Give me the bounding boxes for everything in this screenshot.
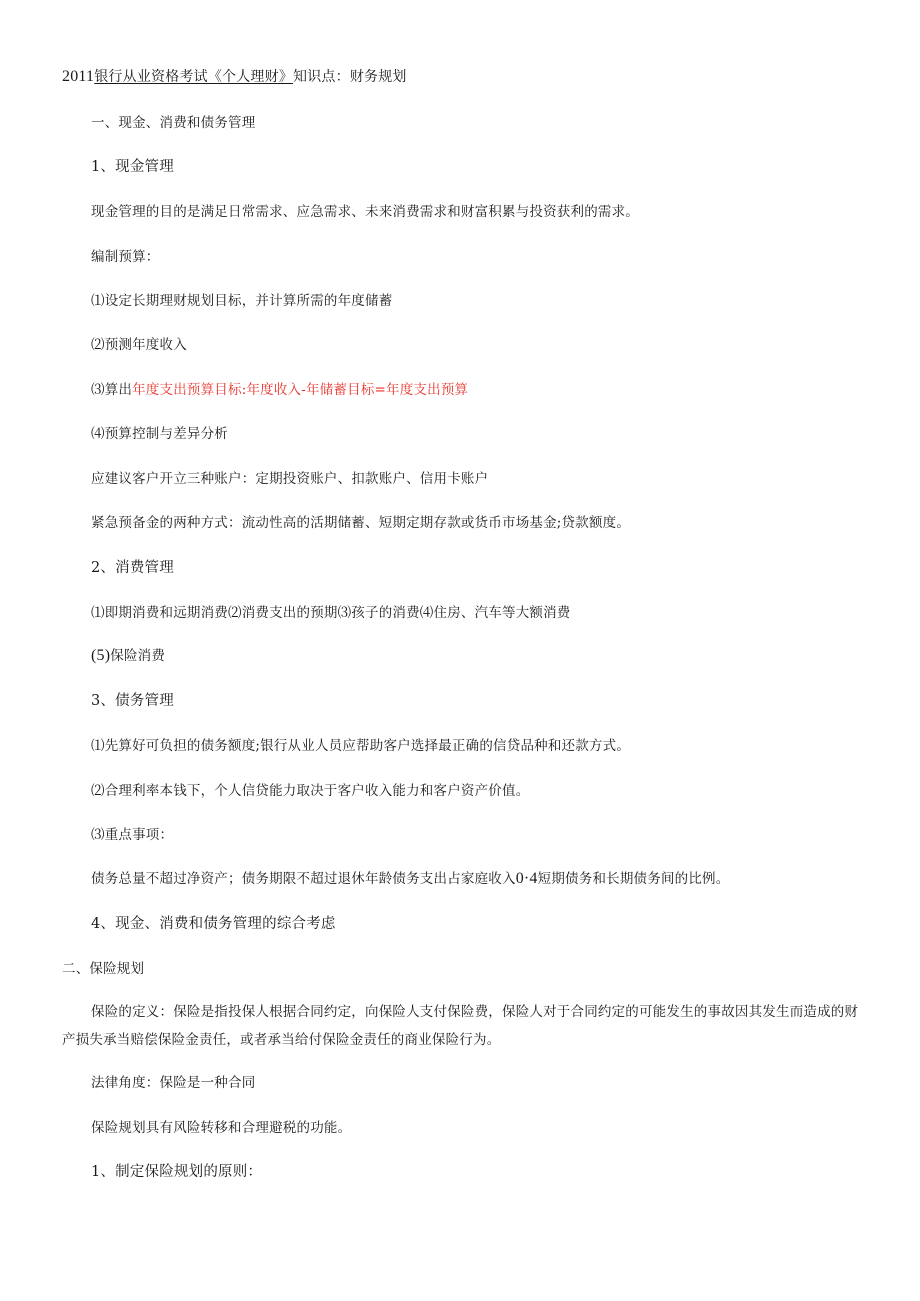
debt-item-3: ⑶重点事项：: [91, 827, 174, 843]
debt-key-points-a: 债务总量不超过净资产；债务期限不超过退休年龄债务支出占家庭收入: [91, 871, 516, 887]
subsection-4-heading: 4、现金、消费和债务管理的综合考虑: [91, 916, 336, 932]
budget-step-3-prefix: ⑶算出: [91, 382, 133, 398]
title-year: 2011: [62, 68, 95, 85]
legal-view-text: 法律角度：保险是一种合同: [91, 1075, 256, 1091]
principles-heading: 1、制定保险规划的原则：: [91, 1164, 263, 1180]
consumption-item-5: [91, 647, 165, 665]
budget-step-3: [91, 381, 468, 399]
debt-item-2: ⑵合理利率本钱下，个人信贷能力取决于客户收入能力和客户资产价值。: [91, 783, 530, 799]
budget-formula-highlight: 年度支出预算目标:年度收入-年储蓄目标=年度支出预算: [132, 382, 469, 398]
insurance-definition: 保险的定义：保险是指投保人根据合同约定，向保险人支付保险费，保险人对于合同约定的可能发生的事故因其发生而造成的财产损失承当赔偿保险金责任，或者承当给付保险金责任的商业保险行为。: [62, 1004, 859, 1048]
document-title: [62, 68, 407, 86]
subsection-3-heading: 3、债务管理: [91, 693, 174, 709]
subsection-1-heading: 1、现金管理: [91, 159, 174, 175]
section-1-heading: 一、现金、消费和债务管理: [91, 115, 256, 131]
budget-step-1: ⑴设定长期理财规划目标，并计算所需的年度储蓄: [91, 293, 393, 309]
debt-key-points-b: 短期债务和长期债务间的比例。: [537, 871, 730, 887]
debt-item-1: ⑴先算好可负担的债务额度;银行从业人员应帮助客户选择最正确的信贷品种和还款方式。: [91, 738, 631, 754]
subsection-2-heading: 2、消费管理: [91, 560, 174, 576]
title-rest: 知识点：财务规划: [293, 69, 407, 85]
accounts-text: 应建议客户开立三种账户：定期投资账户、扣款账户、信用卡账户: [91, 471, 489, 487]
consumption-items: ⑴即期消费和远期消费⑵消费支出的预期⑶孩子的消费⑷住房、汽车等大额消费: [91, 605, 571, 621]
debt-ratio-number: 0·4: [515, 870, 538, 887]
budget-step-2: ⑵预测年度收入: [91, 337, 187, 353]
section-2-heading: 二、保险规划: [62, 961, 145, 977]
emergency-fund-text: 紧急预备金的两种方式：流动性高的活期储蓄、短期定期存款或货币市场基金;贷款额度。: [91, 515, 631, 531]
consumption-item-5-number: (5): [91, 647, 111, 664]
budget-step-4: ⑷预算控制与差异分析: [91, 426, 228, 442]
debt-key-points: [91, 870, 729, 888]
cash-purpose-text: 现金管理的目的是满足日常需求、应急需求、未来消费需求和财富积累与投资获利的需求。: [91, 204, 639, 220]
consumption-item-5-text: 保险消费: [110, 648, 166, 664]
title-main: 银行从业资格考试《个人理财》: [94, 69, 294, 85]
budget-heading: 编制预算：: [91, 249, 160, 265]
insurance-function-text: 保险规划具有风险转移和合理避税的功能。: [91, 1120, 352, 1136]
